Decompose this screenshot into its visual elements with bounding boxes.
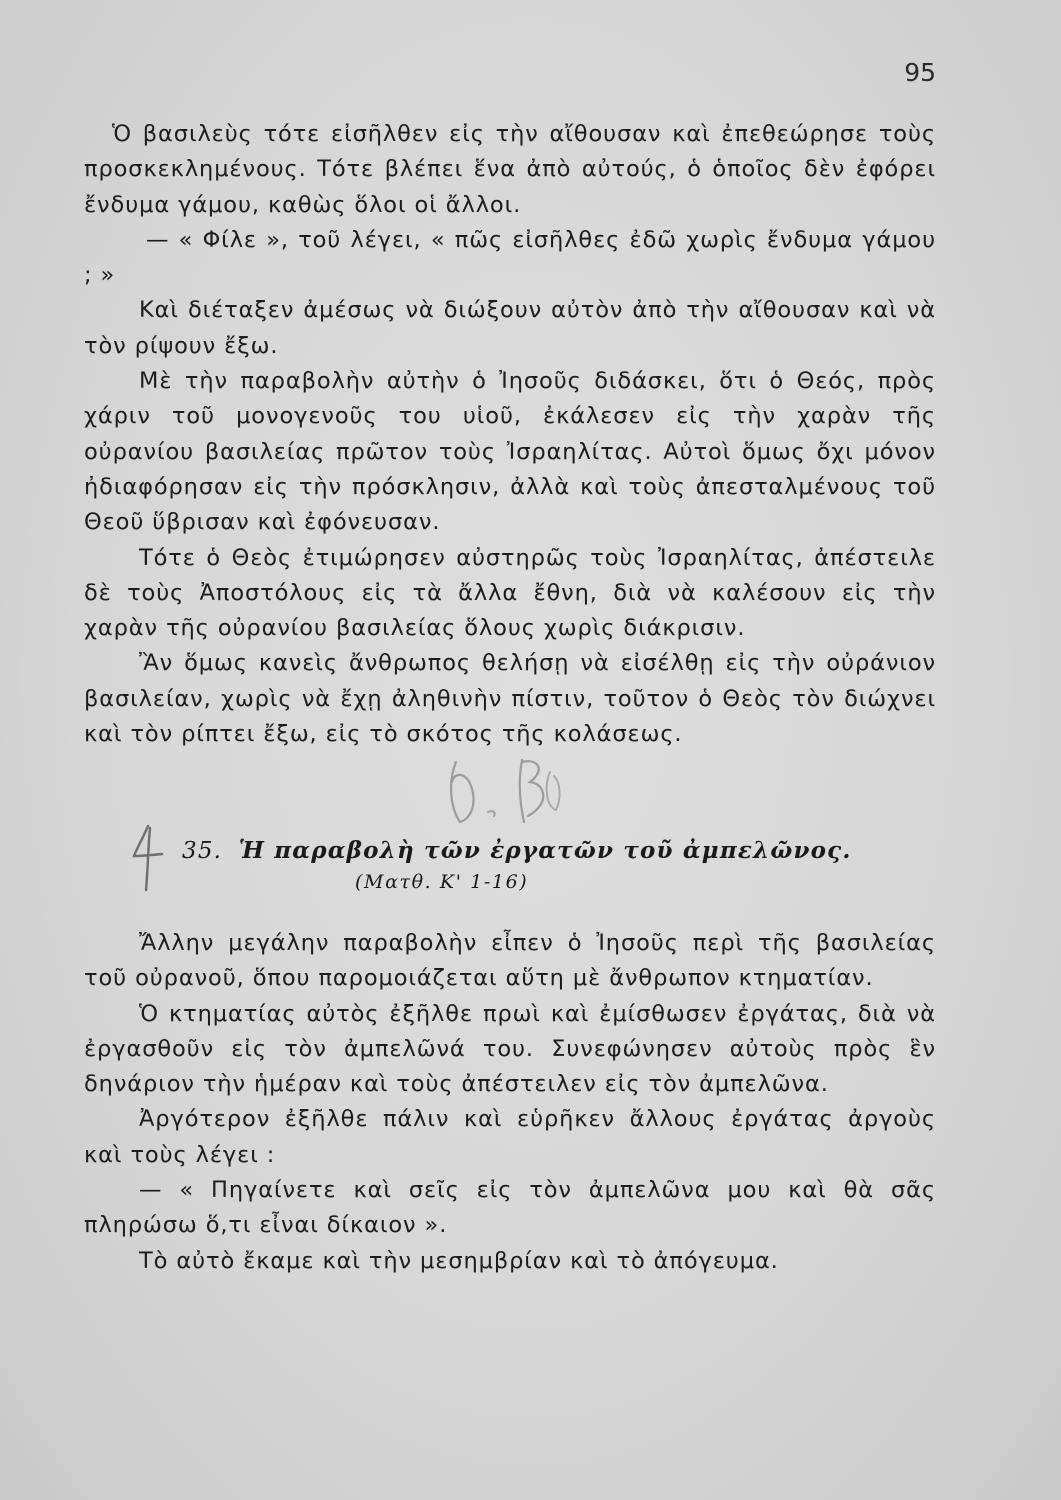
text-block-section — [84, 926, 936, 1279]
paragraph: Ἂν ὅμως κανεὶς ἄνθρωπος θελήσῃ νὰ εἰσέλθῃ εἰς τὴν οὐράνιον βασιλείαν, χωρὶς νὰ ἔχῃ ἀληθινὴν πίστιν, τοῦτον ὁ Θεὸς τὸν διώχνει καὶ τὸν ρίπτει ἔξω, εἰς τὸ σκότος τῆς κολάσεως. — [84, 650, 936, 748]
paragraph: Ἀργότερον ἐξῆλθε πάλιν καὶ εὑρῆκεν ἄλλους ἐργάτας ἀργοὺς καὶ τοὺς λέγει : — [84, 1106, 936, 1168]
section-heading — [182, 834, 862, 896]
paragraph: — « Πηγαίνετε καὶ σεῖς εἰς τὸν ἀμπελῶνα μου καὶ θὰ σᾶς πληρώσω ὅ,τι εἶναι δίκαιον ». — [84, 1177, 936, 1239]
section-number: 35. — [182, 838, 223, 864]
paragraph: Τότε ὁ Θεὸς ἐτιμώρησεν αὐστηρῶς τοὺς Ἰσραηλίτας, ἀπέστειλε δὲ τοὺς Ἀποστόλους εἰς τὰ ἄλλα ἔθνη, διὰ νὰ καλέσουν εἰς τὴν χαρὰν τῆς οὐρανίου βασιλείας ὅλους χωρὶς διάκρισιν. — [84, 544, 936, 642]
paragraph: Ἄλλην μεγάλην παραβολὴν εἶπεν ὁ Ἰησοῦς περὶ τῆς βασιλείας τοῦ οὐρανοῦ, ὅπου παρομοιάζεται αὕτη μὲ ἄνθρωπον κτηματίαν. — [84, 930, 936, 992]
section-reference: (Ματθ. Κ' 1-16) — [355, 871, 529, 893]
page-number: 95 — [904, 58, 936, 87]
paragraph: Καὶ διέταξεν ἀμέσως νὰ διώξουν αὐτὸν ἀπὸ τὴν αἴθουσαν καὶ νὰ τὸν ρίψουν ἔξω. — [84, 297, 936, 359]
paragraph: Τὸ αὐτὸ ἔκαμε καὶ τὴν μεσημβρίαν καὶ τὸ ἀπόγευμα. — [139, 1247, 779, 1274]
section-title: Ἡ παραβολὴ τῶν ἐργατῶν τοῦ ἀμπελῶνος. — [238, 837, 852, 864]
text-block-before-section — [84, 117, 936, 752]
paragraph: Ὁ κτηματίας αὐτὸς ἐξῆλθε πρωὶ καὶ ἐμίσθωσεν ἐργάτας, διὰ νὰ ἐργασθοῦν εἰς τὸν ἀμπελῶνά του. Συνεφώνησεν αὐτοὺς πρὸς ἓν δηνάριον τὴν ἡμέραν καὶ τοὺς ἀπέστειλεν εἰς τὸν ἀμπελῶνα. — [84, 1000, 936, 1098]
paragraph: Ὁ βασιλεὺς τότε εἰσῆλθεν εἰς τὴν αἴθουσαν καὶ ἐπεθεώρησε τοὺς προσκεκλημένους. Τότε βλέπει ἕνα ἀπὸ αὐτούς, ὁ ὁποῖος δὲν ἐφόρει ἔνδυμα γάμου, καθὼς ὅλοι οἱ ἄλλοι. — [84, 121, 936, 218]
section-title-line — [182, 834, 862, 868]
paragraph: — « Φίλε », τοῦ λέγει, « πῶς εἰσῆλθες ἐδῶ χωρὶς ἔνδυμα γάμου ; » — [84, 226, 936, 289]
pencil-margin-mark — [128, 822, 168, 894]
paragraph: Μὲ τὴν παραβολὴν αὐτὴν ὁ Ἰησοῦς διδάσκει, ὅτι ὁ Θεός, πρὸς χάριν τοῦ μονογενοῦς του υἱοῦ, ἐκάλεσεν εἰς τὴν χαρὰν τῆς οὐρανίου βασιλείας πρῶτον τοὺς Ἰσραηλίτας. Αὐτοὶ ὅμως ὄχι μόνον ἠδιαφόρησαν εἰς τὴν πρόσκλησιν, ἀλλὰ καὶ τοὺς ἀπεσταλμένους τοῦ Θεοῦ ὕβρισαν καὶ ἐφόνευσαν. — [84, 368, 936, 536]
pencil-scribble-mark — [438, 752, 578, 832]
